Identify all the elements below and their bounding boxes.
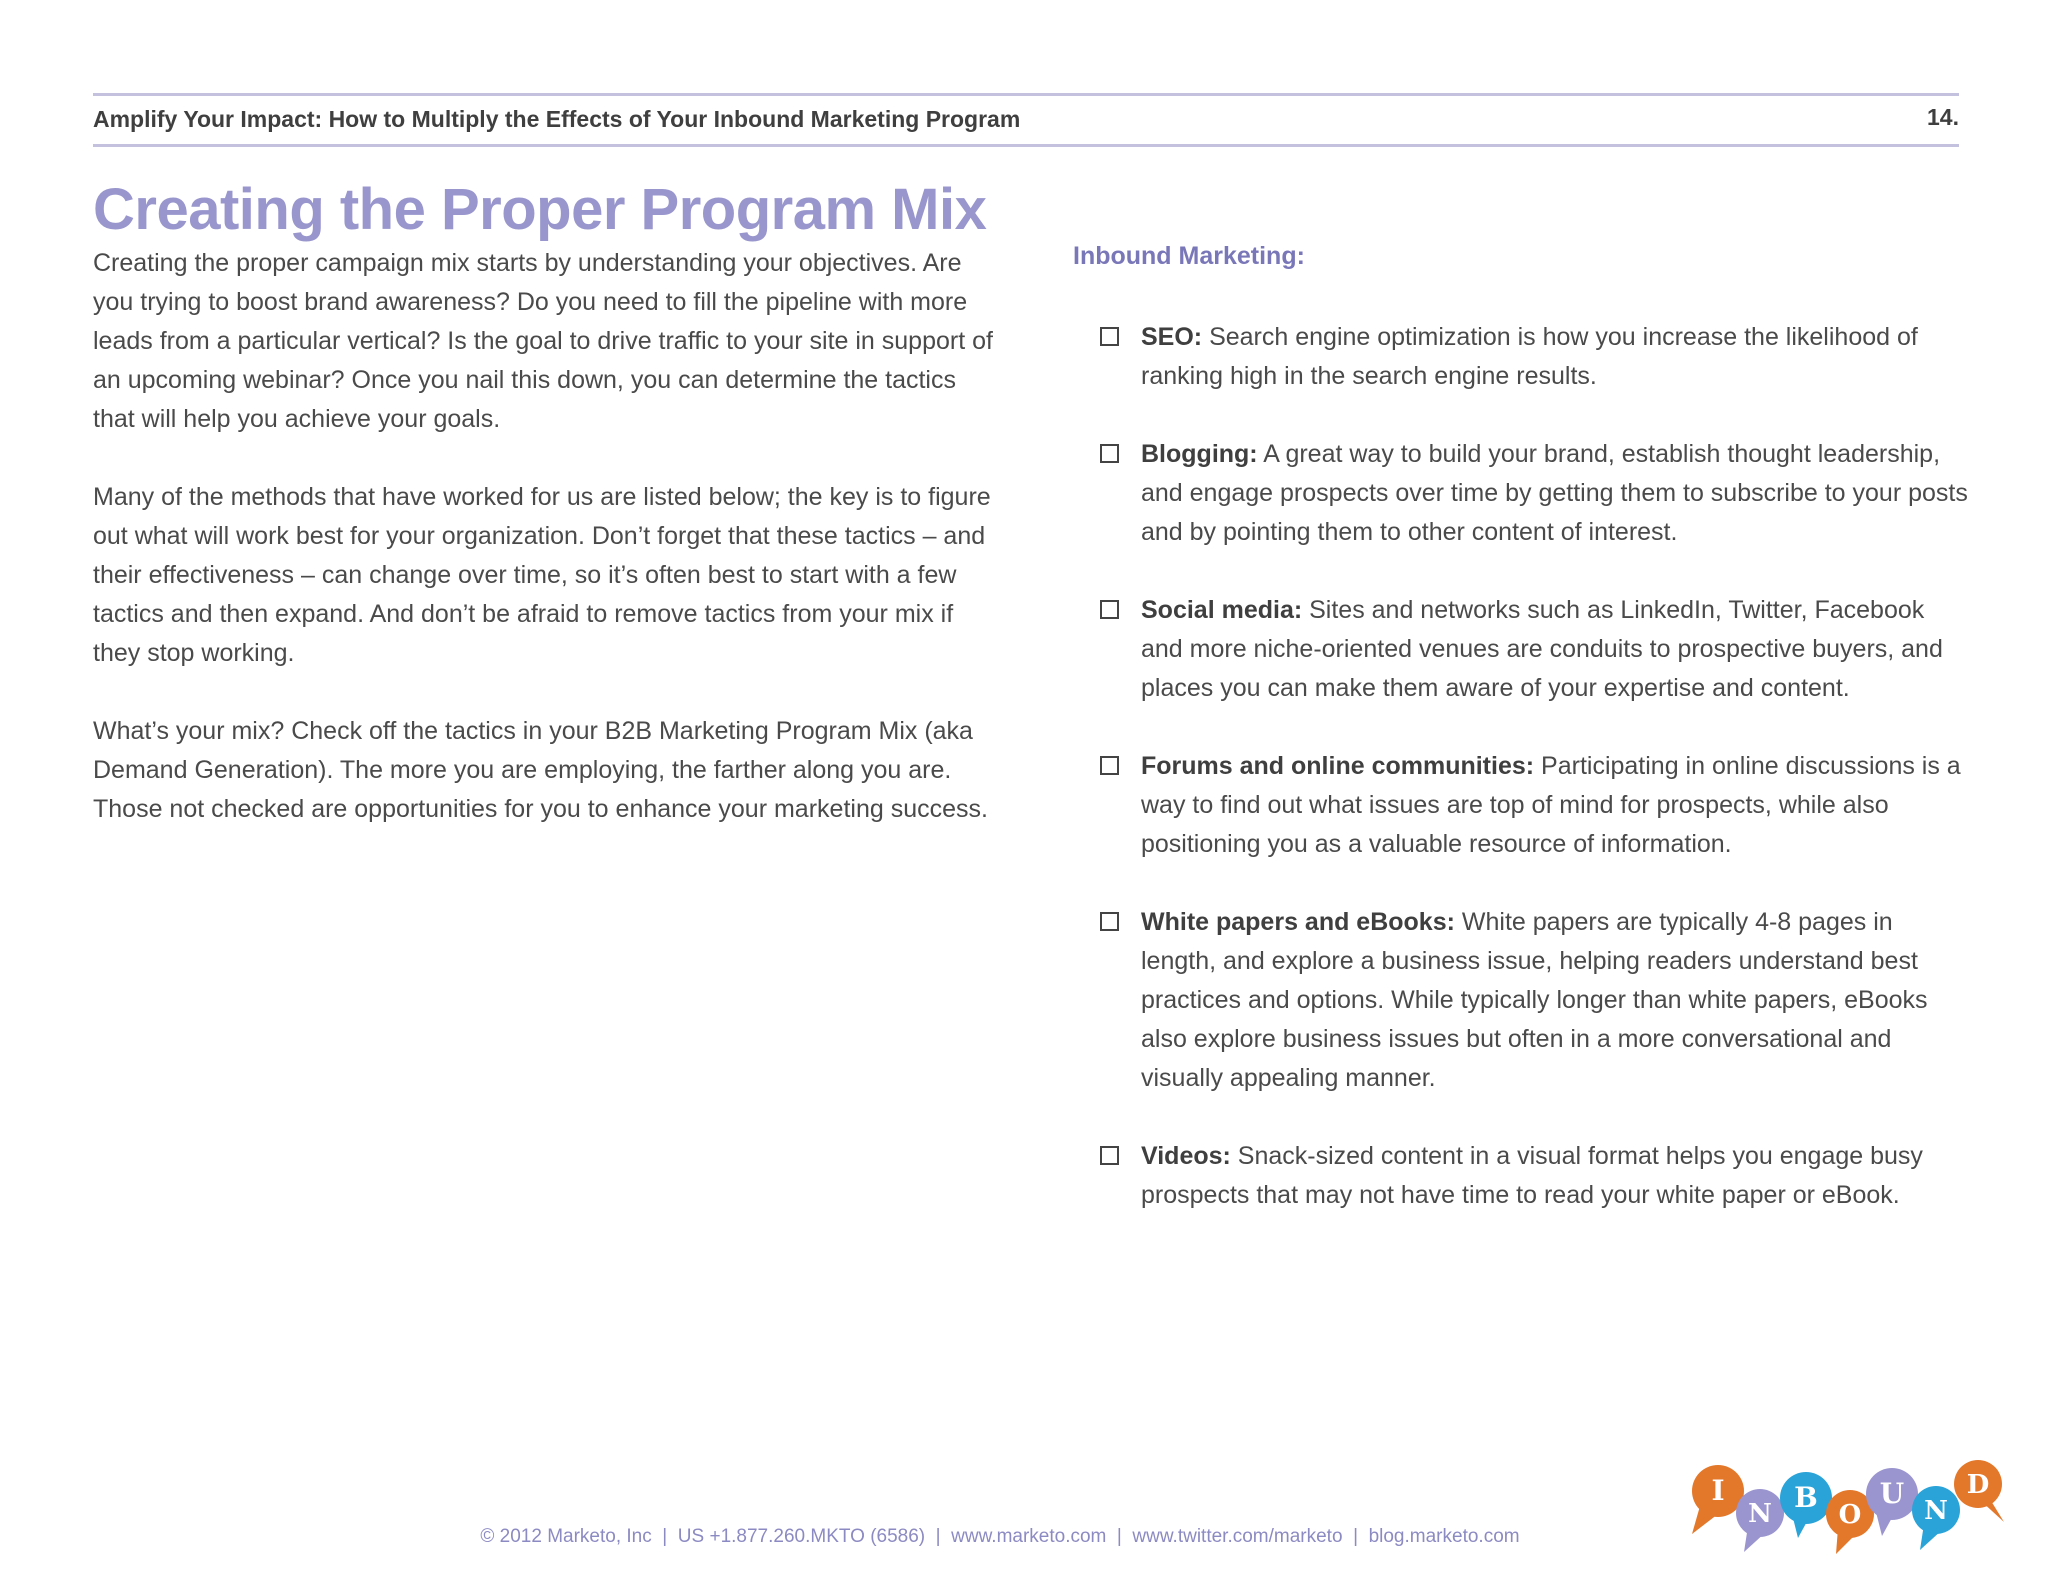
item-term: White papers and eBooks: [1141, 908, 1455, 936]
logo-bubble-u [1866, 1468, 1918, 1536]
page-title: Creating the Proper Program Mix [93, 177, 987, 242]
logo-bubble-d [1954, 1460, 2004, 1522]
logo-bubble-b [1780, 1472, 1832, 1538]
item-description: Sites and networks such as LinkedIn, Twitter, Facebook and more niche-oriented venues are conduits to prospective buyers, and places you can make them aware of your expertise and content. [1141, 596, 1943, 702]
checkbox[interactable] [1100, 444, 1119, 463]
running-title: Amplify Your Impact: How to Multiply the Effects of Your Inbound Marketing Program [93, 106, 1021, 132]
intro-paragraph: Creating the proper campaign mix starts by understanding your objectives. Are you trying to boost brand awareness? Do you need to fill the pipeline with more leads from a particular vertical? Is the goal to drive traffic to your site in support of an upcoming webinar? Once you nail this down, you can determine the tactics that will help you achieve your goals. [93, 249, 993, 433]
item-term: Social media: [1141, 596, 1303, 624]
item-description: Snack-sized content in a visual format helps you engage busy prospects that may not have time to read your white paper or eBook. [1141, 1142, 1923, 1209]
checklist-item-white-papers [1100, 903, 1970, 1098]
logo-bubble-n2 [1912, 1486, 1960, 1550]
checklist-item-videos [1100, 1137, 1970, 1215]
checklist-item-social-media [1100, 591, 1970, 708]
inbound-logo [1688, 1456, 2008, 1556]
item-term: Forums and online communities: [1141, 752, 1535, 780]
checklist-item-forums [1100, 747, 1970, 864]
checkbox[interactable] [1100, 756, 1119, 775]
item-description: Search engine optimization is how you increase the likelihood of ranking high in the search engine results. [1141, 323, 1918, 390]
tactic-checklist [1100, 318, 1970, 1254]
header-rule-bottom [93, 144, 1959, 147]
checklist-heading: Inbound Marketing: [1073, 242, 1305, 270]
page-number: 14. [1927, 104, 1959, 130]
svg-text:N: N [1924, 1496, 1948, 1526]
logo-bubble-n [1736, 1489, 1784, 1552]
checkbox[interactable] [1100, 912, 1119, 931]
svg-text:N: N [1748, 1499, 1772, 1529]
item-term: Videos: [1141, 1142, 1231, 1170]
item-term: Blogging: [1141, 440, 1258, 468]
svg-text:B: B [1794, 1481, 1818, 1514]
item-description: Participating in online discussions is a way to find out what issues are top of mind for prospects, while also positioning you as a valuable resource of information. [1141, 752, 1961, 858]
item-term: SEO: [1141, 323, 1203, 351]
logo-bubble-i [1692, 1465, 1744, 1534]
checklist-item-seo [1100, 318, 1970, 396]
header-rule-top [93, 93, 1959, 96]
svg-text:I: I [1711, 1474, 1725, 1507]
checkbox[interactable] [1100, 327, 1119, 346]
svg-text:O: O [1838, 1500, 1862, 1530]
item-description: White papers are typically 4-8 pages in length, and explore a business issue, helping readers understand best practices and options. While typically longer than white papers, eBooks also explore business issues but often in a more conversational and visually appealing manner. [1141, 908, 1928, 1092]
checkbox[interactable] [1100, 1146, 1119, 1165]
svg-text:U: U [1879, 1477, 1905, 1510]
intro-body [93, 244, 993, 868]
svg-text:D: D [1966, 1470, 1990, 1500]
item-description: A great way to build your brand, establish thought leadership, and engage prospects over time by getting them to subscribe to your posts and by pointing them to other content of interest. [1141, 440, 1968, 546]
checkbox[interactable] [1100, 600, 1119, 619]
intro-paragraph: Many of the methods that have worked for us are listed below; the key is to figure out what will work best for your organization. Don’t forget that these tactics – and their effectiveness – can change over time, so it’s often best to start with a few tactics and then expand. And don’t be afraid to remove tactics from your mix if they stop working. [93, 483, 991, 667]
footer-contact-line: © 2012 Marketo, Inc | US +1.877.260.MKTO (6586) | www.marketo.com | www.twitter.com/marketo | blog.marketo.com [480, 1526, 1520, 1547]
intro-paragraph: What’s your mix? Check off the tactics in your B2B Marketing Program Mix (aka Demand Generation). The more you are employing, the farther along you are. Those not checked are opportunities for you to enhance your marketing success. [93, 717, 988, 823]
checklist-item-blogging [1100, 435, 1970, 552]
